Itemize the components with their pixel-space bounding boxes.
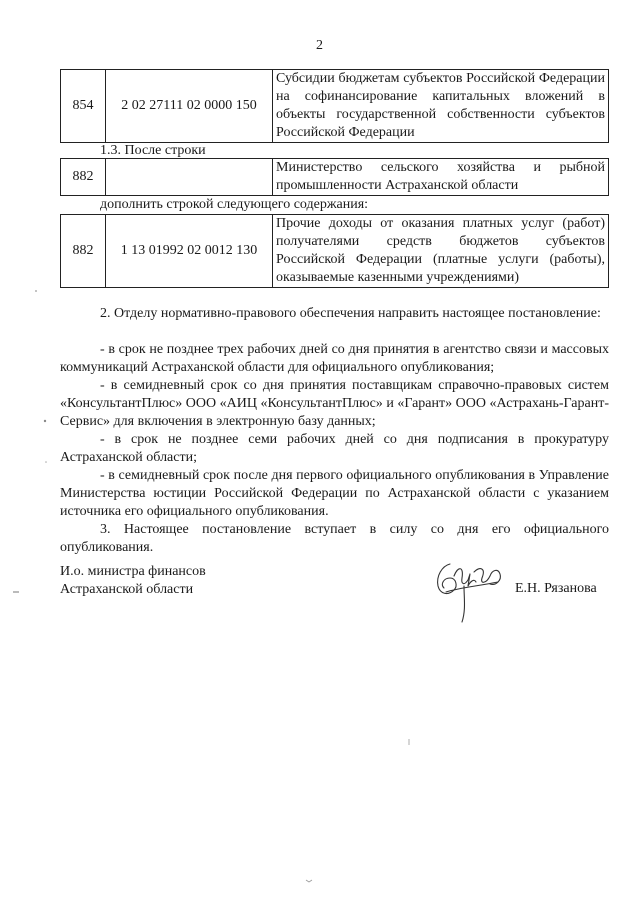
scan-speck — [42, 418, 48, 424]
scan-speck — [407, 738, 411, 746]
budget-table-new-row — [60, 214, 609, 288]
budget-table-existing-row — [60, 69, 609, 143]
income-name-cell: Прочие доходы от оказания платных услуг (работ) получателями средств бюджетов субъектов Российской Федерации (платные услуги (работы), оказываемые казенными учреждениями) — [273, 215, 609, 288]
paragraph-2: 2. Отделу нормативно-правового обеспечения направить настоящее постановление: — [100, 306, 601, 321]
scan-speck — [44, 460, 48, 464]
paragraph-2-item-2: - в семидневный срок со дня принятия поставщикам справочно-правовых систем «КонсультантПлюс» ООО «АИЦ «КонсультантПлюс» и «Гарант» ООО «Астрахань-Гарант-Сервис» для включения в электронную базу данных; — [60, 378, 609, 429]
admin-code-cell: 854 — [61, 70, 106, 143]
scan-speck — [305, 878, 313, 884]
paragraph-2-item-3: - в срок не позднее семи рабочих дней со дня подписания в прокуратуру Астраханской области; — [60, 432, 609, 465]
ministry-name-cell: Министерство сельского хозяйства и рыбной промышленности Астраханской области — [273, 159, 609, 196]
signer-name: Е.Н. Рязанова — [515, 581, 597, 596]
table-row — [61, 215, 609, 288]
paragraph-2-item-4: - в семидневный срок после дня первого официального опубликования в Управление Министерства юстиции Российской Федерации по Астраханской области с указанием источника его официального опубликования. — [60, 468, 609, 519]
add-line-text: дополнить строкой следующего содержания: — [100, 197, 369, 212]
signer-title — [60, 563, 206, 599]
kbk-code-cell: 2 02 27111 02 0000 150 — [106, 70, 273, 143]
income-name-cell: Субсидии бюджетам субъектов Российской Федерации на софинансирование капитальных вложений в объекты государственной собственности субъектов Российской Федерации — [273, 70, 609, 143]
kbk-code-cell: 1 13 01992 02 0012 130 — [106, 215, 273, 288]
scan-speck — [12, 590, 20, 594]
paragraph-3: 3. Настоящее постановление вступает в силу со дня его официального опубликования. — [60, 522, 609, 555]
handwritten-signature — [428, 556, 508, 626]
admin-code-cell: 882 — [61, 159, 106, 196]
kbk-code-cell — [106, 159, 273, 196]
budget-table-ministry-row — [60, 158, 609, 196]
table-row — [61, 70, 609, 143]
signer-title-line-2: Астраханской области — [60, 582, 194, 597]
table-row — [61, 159, 609, 196]
admin-code-cell: 882 — [61, 215, 106, 288]
after-line-text: 1.3. После строки — [100, 143, 206, 158]
scan-speck — [34, 289, 38, 293]
signer-title-line-1: И.о. министра финансов — [60, 564, 206, 579]
page-number: 2 — [316, 38, 323, 53]
paragraph-2-item-1: - в срок не позднее трех рабочих дней со дня принятия в агентство связи и массовых коммуникаций Астраханской области для официального опубликования; — [60, 342, 609, 375]
